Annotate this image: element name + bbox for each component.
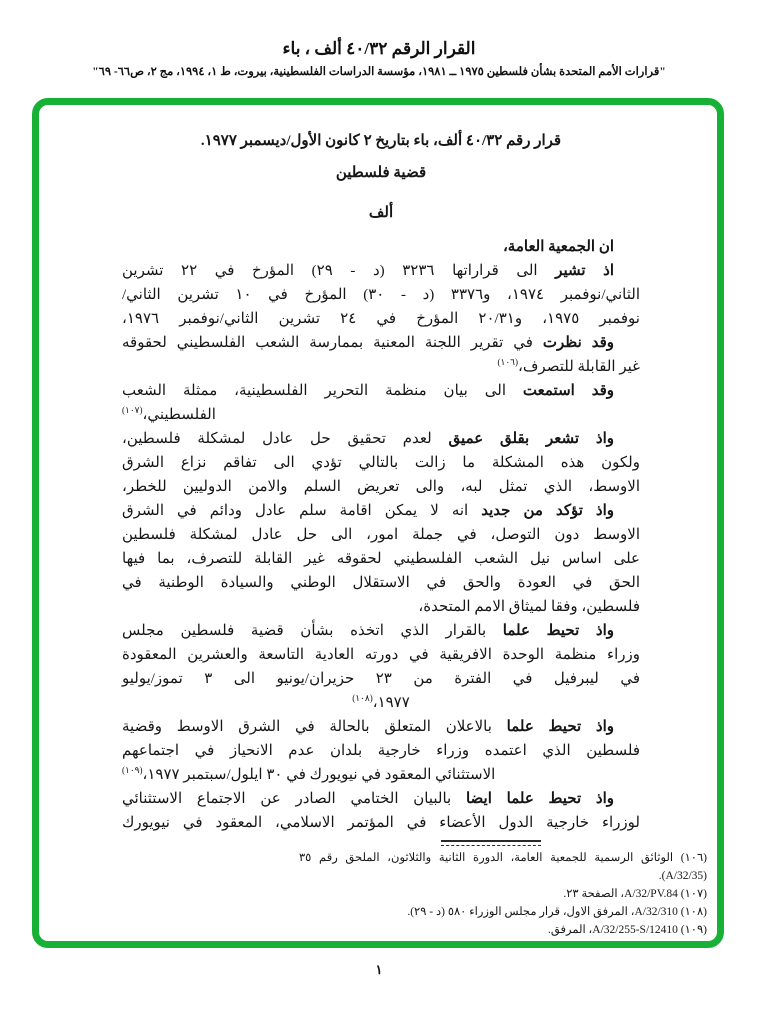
paragraph <box>122 499 640 619</box>
footnote-line: (١٠٦) الوثائق الرسمية للجمعية العامة، الدورة الثانية والثلاثون، الملحق رقم ٣٥ <box>299 852 707 864</box>
document-line <box>122 811 640 835</box>
document-line <box>122 763 640 787</box>
section-label: ألف <box>368 205 394 221</box>
document-line <box>122 667 640 691</box>
document-line <box>122 571 640 595</box>
document-line <box>122 715 640 739</box>
footnotes-block <box>299 849 707 939</box>
text-run: بالقرار الذي اتخذه بشأن قضية فلسطين مجلس <box>122 623 503 639</box>
text-run: فلسطين الذي اعتمده وزراء خارجية بلدان عدم الانحياز في اجتماعهم <box>122 743 640 759</box>
text-run: الاوسط، الذي تمثل لبه، والى تعريض السلم والامن الدوليين للخطر، <box>122 479 640 495</box>
paragraph <box>122 619 640 715</box>
document-line <box>122 595 640 619</box>
text-run: الاوسط دون التوصل، في جملة امور، الى حل عادل لمشكلة فلسطين <box>122 527 640 543</box>
footnote-ref: (١٠٩) <box>122 765 143 775</box>
text-run: بالاعلان المتعلق بالحالة في الشرق الاوسط وقضية <box>122 719 507 735</box>
opening-line: ان الجمعية العامة، <box>502 239 614 255</box>
document-line <box>122 307 640 331</box>
document-line <box>122 451 640 475</box>
footnote-line: (١٠٨) ‎A/32/310‎، المرفق الاول، قرار مجلس الوزراء ٥٨٠ (د - ٢٩). <box>407 906 707 918</box>
document-line <box>122 331 640 355</box>
bold-lead-in: وقد نظرت <box>542 335 614 351</box>
paragraph <box>122 331 640 379</box>
footnote-ref: (١٠٨) <box>352 693 373 703</box>
footnote <box>299 921 707 939</box>
paragraph <box>122 259 640 331</box>
document-column <box>122 129 640 835</box>
resolution-title: قرار رقم ٤٠/٣٢ ألف، باء بتاريخ ٢ كانون الأول/ديسمبر ١٩٧٧. <box>200 133 562 149</box>
bold-lead-in: واذ تحيط علما <box>502 623 614 639</box>
bold-lead-in: وقد استمعت <box>522 383 615 399</box>
document-line <box>122 619 640 643</box>
document-body <box>122 259 640 835</box>
document-line <box>122 403 640 427</box>
document-line <box>122 427 640 451</box>
header-source-citation: "قرارات الأمم المتحدة بشأن فلسطين ١٩٧٥ ــ ١٩٨١، مؤسسة الدراسات الفلسطينية، بيروت، ط ١، ١٩٩٤، مج ٢، ص٦٦- ٦٩" <box>92 66 666 78</box>
footnote-line: (١٠٧) ‎A/32/PV.84‎، الصفحة ٢٣. <box>563 888 707 900</box>
text-run: ١٩٧٧، <box>372 695 410 711</box>
footnote-line: (‎A/32/35‎). <box>658 870 707 882</box>
paragraph <box>122 427 640 499</box>
footnote-ref: (١٠٧) <box>122 405 143 415</box>
bold-lead-in: واذ تؤكد من جديد <box>481 503 614 519</box>
text-run: الثاني/نوفمبر ١٩٧٤، و٣٣٧٦ (د - ٣٠) المؤرخ في ١٠ تشرين الثاني/ <box>122 287 640 303</box>
footnote-ref: (١٠٦) <box>497 357 519 367</box>
text-run: لعدم تحقيق حل عادل لمشكلة فلسطين، <box>122 431 449 447</box>
document-line <box>122 499 640 523</box>
text-run: في ليبرفيل في الفترة من ٢٣ حزيران/يونيو الى ٣ تموز/يوليو <box>122 671 640 687</box>
text-run: بالبيان الختامي الصادر عن الاجتماع الاستثنائي <box>122 791 466 807</box>
text-run: الفلسطيني، <box>142 407 216 423</box>
bold-lead-in: واذ تحيط علما ايضا <box>465 791 614 807</box>
document-line <box>122 259 640 283</box>
document-line <box>122 643 640 667</box>
document-line <box>122 547 640 571</box>
text-run: الى قراراتها ٣٢٣٦ (د - ٢٩) المؤرخ في ٢٢ تشرين <box>122 263 556 279</box>
footnote <box>299 885 707 903</box>
document-line <box>122 523 640 547</box>
document-line <box>122 355 640 379</box>
text-run: الاستثنائي المعقود في نيويورك في ٣٠ ايلول/سبتمبر ١٩٧٧، <box>142 767 496 783</box>
paragraph <box>122 787 640 835</box>
text-run: غير القابلة للتصرف، <box>518 359 640 375</box>
text-run: وزراء منظمة الوحدة الافريقية في دورته العادية التاسعة والعشرين المعقودة <box>122 647 640 663</box>
document-line <box>122 475 640 499</box>
text-run: في تقرير اللجنة المعنية بممارسة الشعب الفلسطيني لحقوقه <box>122 335 543 351</box>
bold-lead-in: اذ تشير <box>555 263 614 279</box>
text-run: على اساس نيل الشعب الفلسطيني لحقوقه غير القابلة للتصرف، بما فيها <box>122 551 640 567</box>
footnote <box>299 849 707 885</box>
text-run: الى بيان منظمة التحرير الفلسطينية، ممثلة الشعب <box>122 383 523 399</box>
text-run: نوفمبر ١٩٧٥، و٢٠/٣١ المؤرخ في ٢٤ تشرين الثاني/نوفمبر ١٩٧٦، <box>122 311 640 327</box>
footnote-separator <box>441 840 541 846</box>
text-run: ولكون هذه المشكلة ما زالت بالتالي تؤدي الى تفاقم نزاع الشرق <box>122 455 640 471</box>
text-run: لوزراء خارجية الدول الأعضاء في المؤتمر الاسلامي، المعقود في نيويورك <box>122 815 640 831</box>
document-line <box>122 787 640 811</box>
paragraph <box>122 715 640 787</box>
document-line <box>122 379 640 403</box>
document-line <box>122 283 640 307</box>
bold-lead-in: واذ تحيط علما <box>506 719 614 735</box>
paragraph <box>122 379 640 427</box>
text-run: الحق في العودة والحق في الاستقلال الوطني والسيادة الوطنية في <box>122 575 640 591</box>
page-header <box>0 0 758 80</box>
footnote <box>299 903 707 921</box>
resolution-subject: قضية فلسطين <box>335 165 427 181</box>
document-frame <box>32 98 724 948</box>
header-resolution-title: القرار الرقم ٤٠/٣٢ ألف ، باء <box>282 39 476 58</box>
bold-lead-in: واذ تشعر بقلق عميق <box>448 431 614 447</box>
document-line <box>122 691 640 715</box>
footnote-line: (١٠٩) ‎A/32/255-S/12410‎، المرفق. <box>548 924 707 936</box>
text-run: فلسطين، وفقا لميثاق الامم المتحدة، <box>418 599 640 615</box>
document-line <box>122 739 640 763</box>
page-number: ١ <box>375 962 383 977</box>
text-run: انه لا يمكن اقامة سلم عادل ودائم في الشرق <box>122 503 482 519</box>
